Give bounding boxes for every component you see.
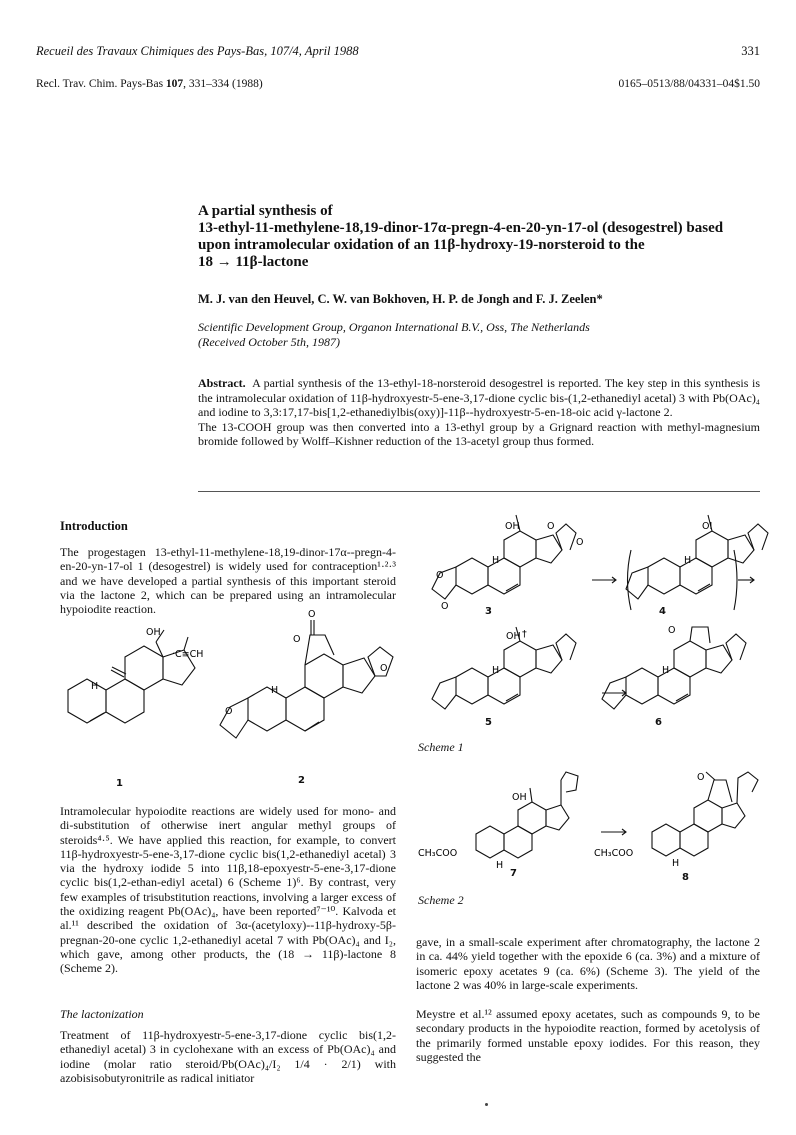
compound-8-structure: [652, 772, 758, 856]
scheme-1-structures: [416, 515, 760, 735]
page-mark: [485, 1103, 488, 1106]
scheme-1-caption: Scheme 1: [418, 740, 464, 754]
scheme-2-caption: Scheme 2: [418, 893, 464, 907]
oh-label: OH: [146, 627, 161, 638]
abstract-text-1: A partial synthesis of the 13-ethyl-18-norsteroid desogestrel is reported. The key step in this synthesis is the intramolecular oxidation of 11β-hydroxyestr-5-ene-3,17-dione cyclic bis-(1,2-ethanediyl acetal) 3 with Pb(OAc)₄ and iodine to 3,3:17,17-bis[1,2-ethanediylbis(oxy)]-11β--hydroxyestr-5-en-18-oic acid γ-lactone 2.: [198, 376, 760, 420]
h-label: H: [91, 681, 99, 692]
article-code: 0165–0513/88/04331–04$1.50: [618, 78, 760, 90]
o-acetal: O: [436, 570, 444, 581]
article-title: [198, 203, 758, 271]
title-line: upon intramolecular oxidation of an 11β-hydroxy-19-norsteroid to the: [198, 237, 645, 253]
page-number: 331: [741, 44, 760, 58]
abstract-para-1: [198, 376, 760, 420]
compound-6-structure: [602, 627, 746, 709]
o-epoxy: O: [668, 625, 676, 636]
structures-1-2: [60, 609, 400, 760]
title-line: 18 → 11β-lactone: [198, 254, 309, 270]
h-label: H: [672, 858, 680, 869]
meystre-paragraph: Meystre et al.¹² assumed epoxy acetates, such as compounds 9, to be secondary products in the hypoiodite reaction, formed by acetolysis of the primarily formed unstable epoxy iodides. For this reason, they suggested the: [416, 1007, 760, 1064]
o-carbonyl: O: [308, 609, 316, 620]
compound-label-8: 8: [682, 872, 689, 883]
citation-volume: 107: [165, 78, 184, 90]
acetate-label: CH₃COO: [418, 848, 458, 859]
affiliation: Scientific Development Group, Organon International B.V., Oss, The Netherlands: [198, 320, 590, 334]
o-acetal: O: [441, 601, 449, 612]
citation-suffix: , 331–334 (1988): [183, 78, 263, 90]
compound-label-1: 1: [116, 778, 123, 789]
abstract-label: Abstract.: [198, 376, 246, 390]
o-acetal: O: [547, 521, 555, 532]
scheme-2-structures: [416, 770, 760, 880]
ethynyl-label: ·C≡CH: [172, 649, 204, 660]
o-acetal: O: [380, 663, 388, 674]
received-date: (Received October 5th, 1987): [198, 335, 340, 349]
o-lactone: O: [293, 634, 301, 645]
compound-1-structure: [68, 630, 195, 723]
compound-label-6: 6: [655, 717, 662, 728]
abstract: [198, 376, 760, 449]
citation-prefix: Recl. Trav. Chim. Pays-Bas: [36, 78, 166, 90]
oi-label: OI: [702, 521, 713, 532]
compound-label-5: 5: [485, 717, 492, 728]
authors: M. J. van den Heuvel, C. W. van Bokhoven, H. P. de Jongh and F. J. Zeelen*: [198, 292, 603, 306]
h-label: H: [662, 665, 670, 676]
oh-label: OH: [512, 792, 527, 803]
introduction-heading: Introduction: [60, 519, 128, 533]
acetate-label: CH₃COO: [594, 848, 634, 859]
results-paragraph: gave, in a small-scale experiment after chromatography, the lactone 2 in ca. 44% yield together with the epoxide 6 (ca. 3%) and a mixture of isomeric epoxy acetates 9 (ca. 6%) (Scheme 3). The yield of the lactone 2 was 40% in large-scale experiments.: [416, 935, 760, 992]
hypoiodite-paragraph: Intramolecular hypoiodite reactions are widely used for mono- and di-substitution of otherwise inert angular methyl groups of steroids⁴·⁵. We have applied this reaction, for example, to convert 11β-hydroxyestr-5-ene-3,17-dione cyclic bis(1,2-ethanediyl acetal) 3 via the hydroxy iodide 5 into 11β,18-epoxyestr-5-ene-3,17-dione cyclic bis(1,2-ethan-ediyl acetal) 6 (Scheme 1)⁶. By contrast, very few examples of trisubstitution reactions, involving a larger excess of the oxidizing reagent Pb(OAc)₄, have been reported⁷⁻¹⁰. Kalvoda et al.¹¹ described the oxidation of 3α-(acetyloxy)--11β-hydroxy-5β-pregnan-20-one cyclic 1,2-ethanediyl acetal 7 with Pb(OAc)₄ and I₂, which gave, among other products, the (18 → 11β)-lactone 8 (Scheme 2).: [60, 804, 396, 976]
o-lactone: O: [697, 772, 705, 783]
introduction-paragraph: The progestagen 13-ethyl-11-methylene-18,19-dinor-17α--pregn-4-en-20-yn-17-ol 1 (desogestrel) is widely used for contraception¹·²·³ and we have developed a partial synthesis of this important steroid via the lactone 2, which can be prepared using an intramolecular hypoiodite reaction.: [60, 545, 396, 617]
o-acetal: O: [576, 537, 584, 548]
h-label: H: [271, 685, 279, 696]
dagger-label: †: [522, 629, 527, 640]
bracket-right: [734, 550, 737, 610]
compound-label-7: 7: [510, 868, 517, 879]
abstract-para-2: The 13-COOH group was then converted into a 13-ethyl group by a Grignard reaction with methyl-magnesium bromide followed by Wolff–Kishner reduction of the 13-acetyl group thus formed.: [198, 419, 760, 449]
abstract-rule: [198, 491, 760, 492]
affiliation-block: [198, 320, 758, 350]
title-line: A partial synthesis of: [198, 203, 333, 219]
o-acetal: O: [225, 706, 233, 717]
compound-4-structure: [626, 515, 768, 599]
compound-label-3: 3: [485, 606, 492, 617]
journal-header: Recueil des Travaux Chimiques des Pays-Bas, 107/4, April 1988: [36, 44, 359, 58]
compound-label-2: 2: [298, 775, 305, 786]
compound-7-structure: [476, 772, 578, 858]
compound-label-4: 4: [659, 606, 666, 617]
lactonization-paragraph: Treatment of 11β-hydroxyestr-5-ene-3,17-dione cyclic bis(1,2-ethanediyl acetal) 3 in cyclohexane with an excess of Pb(OAc)₄ and iodine (molar ratio steroid/Pb(OAc)₄/I₂ 1/4 · 2/1) with azobisisobutyronitrile as radical initiator: [60, 1028, 396, 1085]
compound-2-structure: [220, 620, 393, 738]
h-label: H: [492, 555, 500, 566]
title-line: 13-ethyl-11-methylene-18,19-dinor-17α-pregn-4-en-20-yn-17-ol (desogestrel) based: [198, 220, 724, 236]
oh-label: OH: [506, 631, 521, 642]
lactonization-heading: The lactonization: [60, 1007, 144, 1021]
h-label: H: [492, 665, 500, 676]
citation: [36, 78, 263, 90]
compound-5-structure: [432, 627, 576, 709]
h-label: H: [496, 860, 504, 871]
h-label: H: [684, 555, 692, 566]
oh-label: OH: [505, 521, 520, 532]
